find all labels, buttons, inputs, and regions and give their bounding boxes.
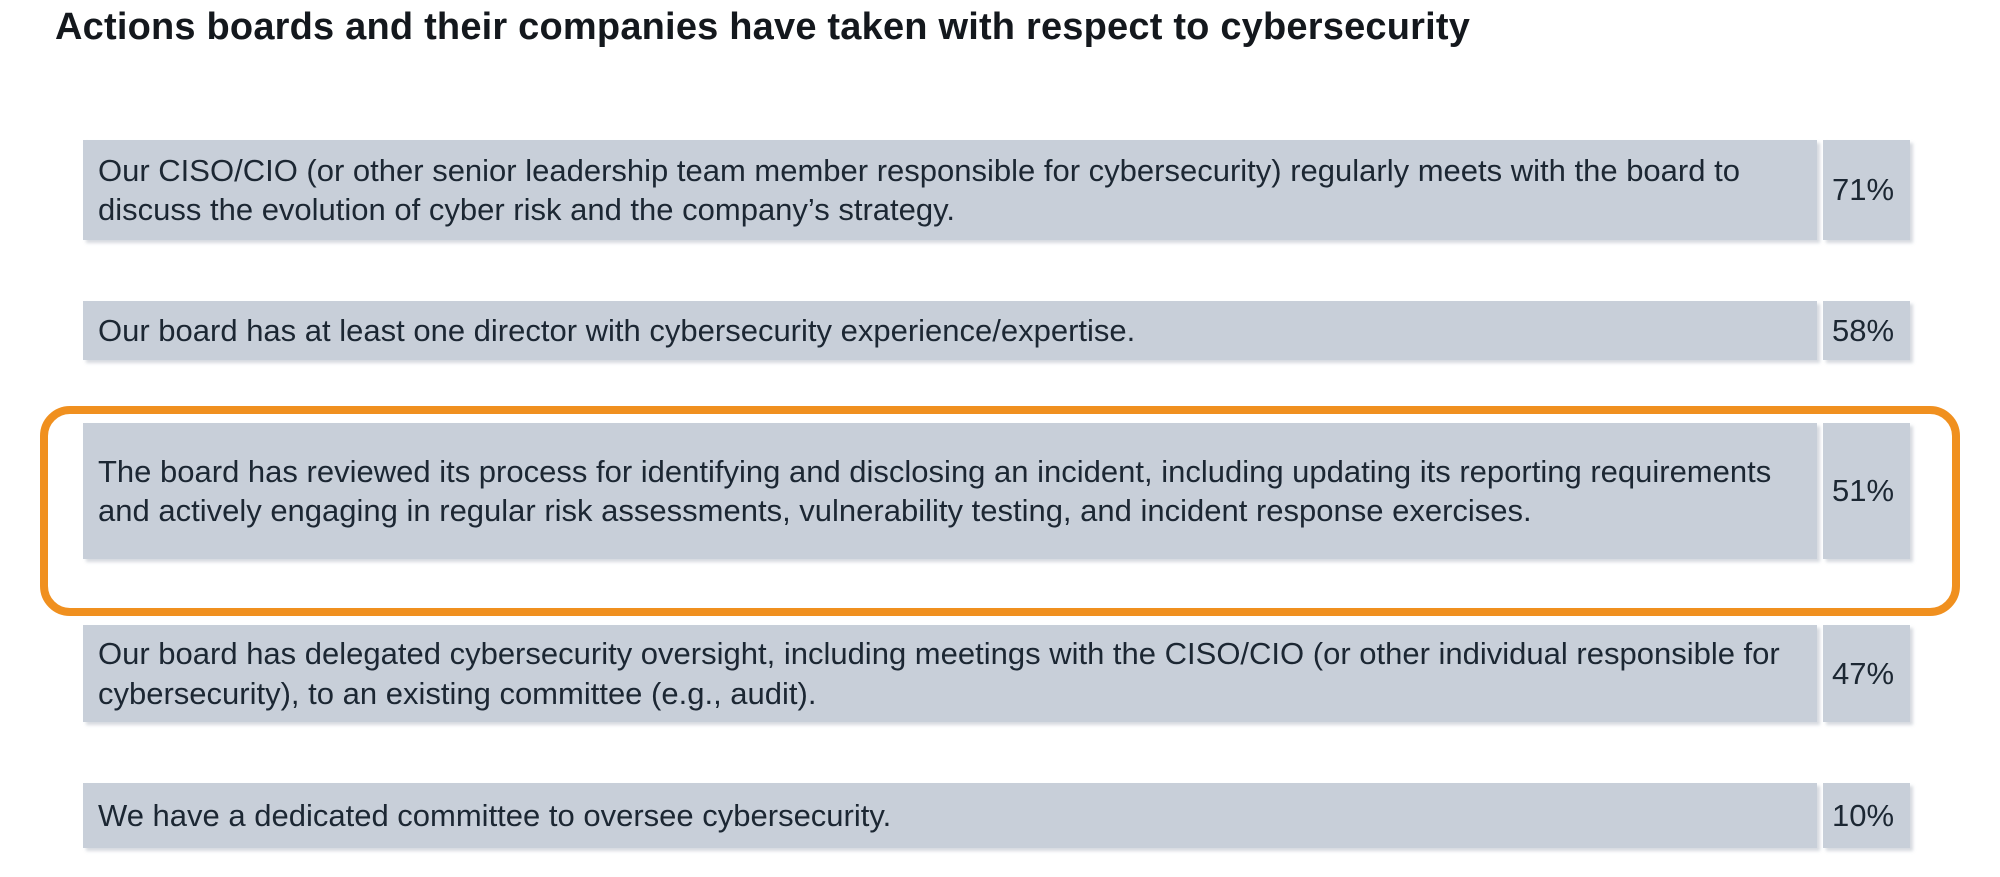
bar-label-5: We have a dedicated committee to oversee cybersecurity.: [83, 783, 1817, 848]
bar-row-2: [83, 301, 1910, 360]
bar-row-5: [83, 783, 1910, 848]
bar-value-2: 58%: [1823, 301, 1910, 360]
bar-value-5: 10%: [1823, 783, 1910, 848]
chart-title: Actions boards and their companies have taken with respect to cybersecurity: [55, 6, 1471, 48]
bar-row-3-highlighted: [83, 423, 1910, 559]
bar-label-4: Our board has delegated cybersecurity oversight, including meetings with the CISO/CIO (or other individual responsible for cybersecurity), to an existing committee (e.g., audit).: [83, 625, 1817, 722]
bar-label-1: Our CISO/CIO (or other senior leadership team member responsible for cybersecurity) regularly meets with the board to discuss the evolution of cyber risk and the company’s strategy.: [83, 140, 1817, 240]
bar-value-4: 47%: [1823, 625, 1910, 722]
bar-label-2: Our board has at least one director with cybersecurity experience/expertise.: [83, 301, 1817, 360]
bar-row-1: [83, 140, 1910, 240]
bar-value-3: 51%: [1823, 423, 1910, 559]
bar-label-3: The board has reviewed its process for identifying and disclosing an incident, including updating its reporting requirements and actively engaging in regular risk assessments, vulnerability testing, and incident response exercises.: [83, 423, 1817, 559]
bar-value-1: 71%: [1823, 140, 1910, 240]
bar-row-4: [83, 625, 1910, 722]
